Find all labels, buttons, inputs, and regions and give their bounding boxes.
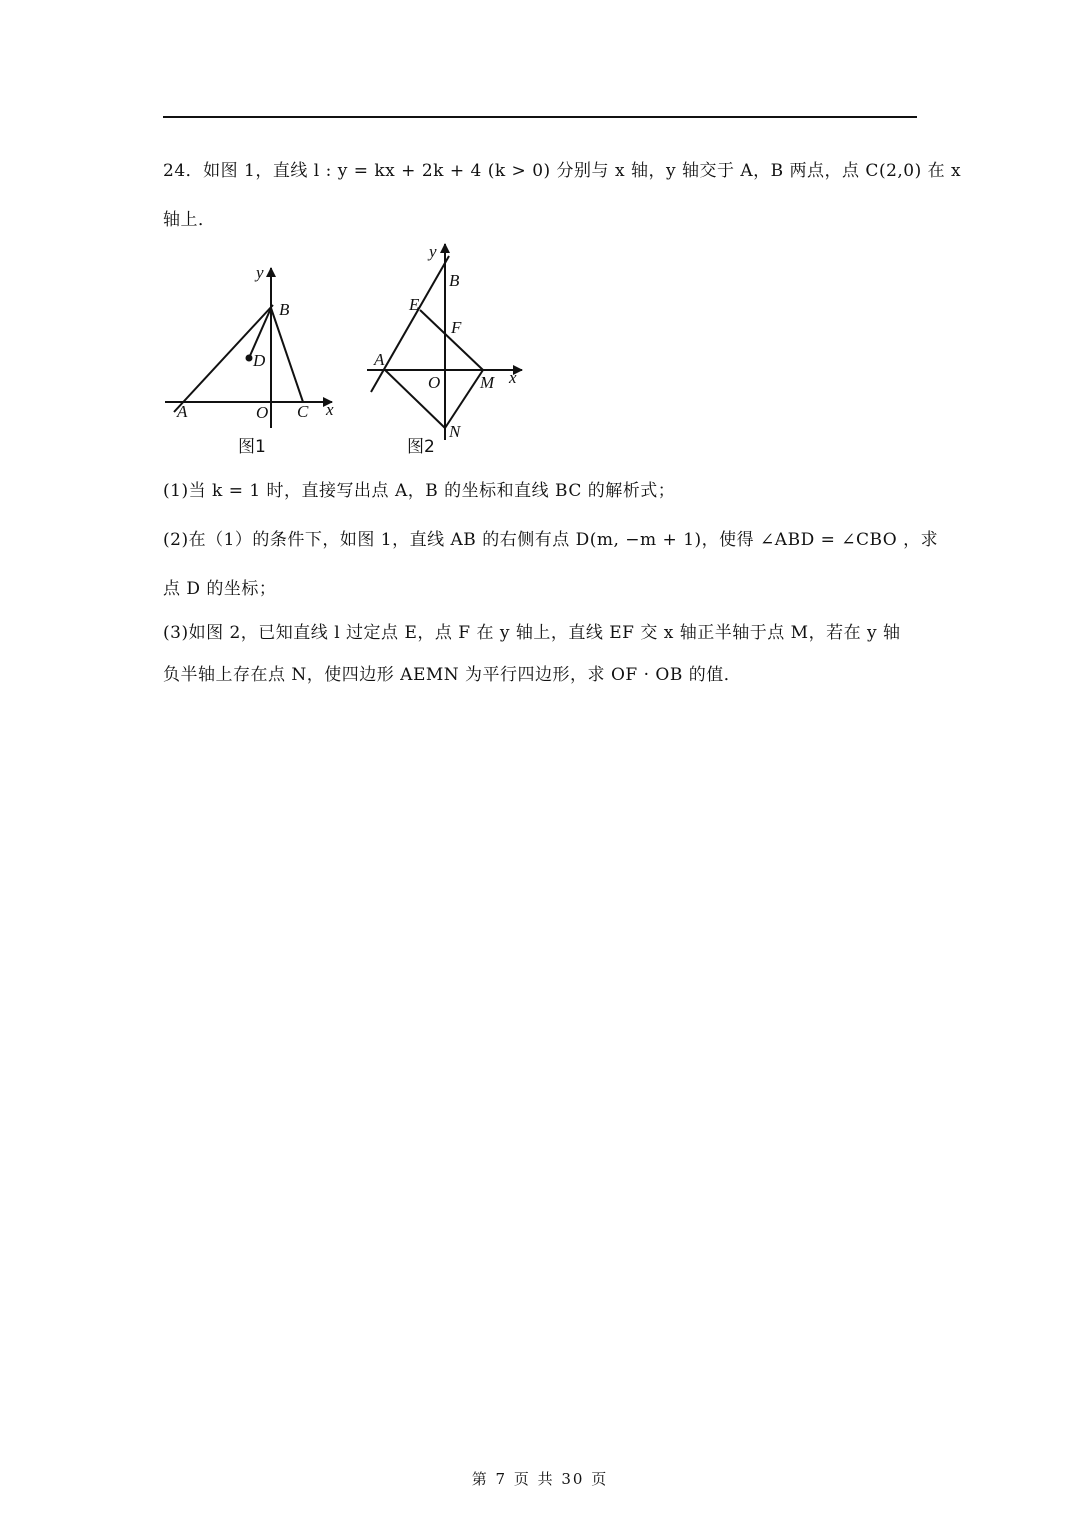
question-1: (1)当 k = 1 时，直接写出点 A，B 的坐标和直线 BC 的解析式； <box>163 481 676 501</box>
fig2-label-y: y <box>429 242 437 261</box>
problem-line-2: 轴上． <box>163 210 216 230</box>
question-3-line-2: 负半轴上存在点 N，使四边形 AEMN 为平行四边形，求 OF · OB 的值． <box>163 665 742 685</box>
fig1-caption: 图1 <box>238 437 266 457</box>
fig2-label-b: B <box>449 271 460 290</box>
fig2-label-a: A <box>374 350 385 369</box>
fig2-label-n: N <box>449 422 461 441</box>
fig2-line-l <box>371 256 449 392</box>
page-footer: 第 7 页 共 30 页 <box>471 1470 609 1488</box>
fig1-point-d <box>246 355 253 362</box>
fig2-label-o: O <box>428 373 441 392</box>
fig2-label-e: E <box>409 295 420 314</box>
fig2-label-f: F <box>451 318 462 337</box>
fig1-label-y: y <box>256 263 264 282</box>
fig1-line-bc <box>271 308 303 402</box>
fig1-label-x: x <box>326 400 334 419</box>
problem-line-1: 24．如图 1，直线 l : y = kx + 2k + 4 (k > 0) 分别与 x 轴，y 轴交于 A，B 两点，点 C(2,0) 在 x <box>163 161 962 181</box>
fig1-label-b: B <box>279 300 290 319</box>
fig1-label-o: O <box>256 403 269 422</box>
question-2-line-2: 点 D 的坐标； <box>163 579 277 599</box>
fig2-label-m: M <box>480 373 495 392</box>
figure-1 <box>160 256 350 461</box>
fig1-label-d: D <box>253 351 266 370</box>
fig1-label-a: A <box>177 402 188 421</box>
figure-2 <box>365 240 535 465</box>
fig2-caption: 图2 <box>407 437 435 457</box>
fig2-line-mn <box>445 370 483 428</box>
question-2-line-1: (2)在（1）的条件下，如图 1，直线 AB 的右侧有点 D(m, −m + 1)，使得 ∠ABD = ∠CBO ，求 <box>163 530 939 550</box>
question-3-line-1: (3)如图 2，已知直线 l 过定点 E，点 F 在 y 轴上，直线 EF 交 x 轴正半轴于点 M，若在 y 轴 <box>163 623 901 643</box>
fig1-label-c: C <box>297 402 309 421</box>
fig2-label-x: x <box>509 368 517 387</box>
header-rule <box>163 116 917 118</box>
